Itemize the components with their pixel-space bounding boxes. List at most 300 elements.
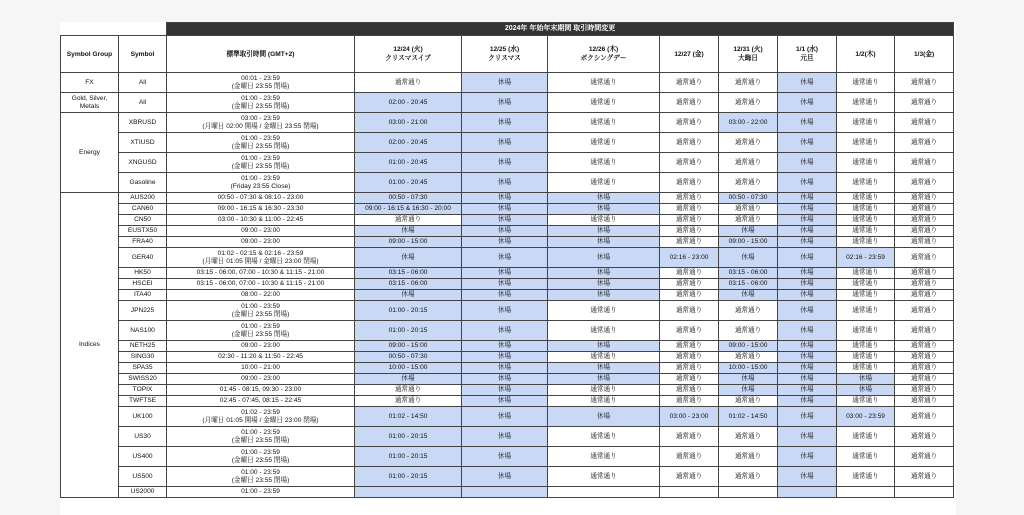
- day-hours-cell: 通常通り: [548, 133, 660, 153]
- day-hours-cell: 通常通り: [895, 363, 954, 374]
- day-hours-cell: 休場: [548, 226, 660, 237]
- day-hours-cell: [778, 487, 837, 498]
- day-hours-cell: 通常通り: [895, 73, 954, 93]
- standard-hours-cell: [167, 237, 355, 248]
- symbol-cell: FRA40: [119, 237, 167, 248]
- cell-text: 01:00 - 23:59: [241, 134, 280, 142]
- day-hours-cell: 通常通り: [719, 467, 778, 487]
- day-hours-cell: 通常通り: [837, 113, 895, 133]
- day-hours-cell: 通常通り: [719, 396, 778, 407]
- cell-text: 1/2(木): [855, 50, 876, 58]
- day-hours-cell: 09:00 - 16:15 & 16:30 - 20:00: [355, 204, 462, 215]
- day-hours-cell: 通常通り: [837, 363, 895, 374]
- cell-text: 03:00 - 10:30 & 11:00 - 22:45: [217, 216, 304, 224]
- day-hours-cell: 休場: [719, 374, 778, 385]
- symbol-cell: CN50: [119, 215, 167, 226]
- day-hours-cell: 休場: [462, 290, 548, 301]
- day-hours-cell: 休場: [778, 193, 837, 204]
- day-hours-cell: 通常通り: [660, 268, 719, 279]
- day-hours-cell: 通常通り: [895, 301, 954, 321]
- symbol-cell: NETH25: [119, 341, 167, 352]
- day-hours-cell: 休場: [778, 407, 837, 427]
- day-hours-cell: 休場: [462, 447, 548, 467]
- day-hours-cell: 通常通り: [660, 133, 719, 153]
- day-hours-cell: 休場: [355, 290, 462, 301]
- table-row: [61, 447, 954, 467]
- day-hours-cell: 通常通り: [895, 352, 954, 363]
- day-hours-cell: 10:00 - 15:00: [719, 363, 778, 374]
- day-hours-cell: 休場: [462, 204, 548, 215]
- day-hours-cell: 通常通り: [895, 93, 954, 113]
- cell-text: 大晦日: [738, 55, 758, 62]
- day-hours-cell: 通常通り: [895, 153, 954, 173]
- day-hours-cell: 休場: [548, 290, 660, 301]
- cell-text: (金曜日 23:55 閉場): [231, 436, 290, 444]
- day-hours-cell: 通常通り: [548, 93, 660, 113]
- cell-text: (金曜日 23:55 閉場): [231, 456, 290, 464]
- header-day: [660, 36, 719, 73]
- day-hours-cell: 休場: [462, 93, 548, 113]
- table-row: [61, 385, 954, 396]
- day-hours-cell: 通常通り: [355, 73, 462, 93]
- table-row: [61, 321, 954, 341]
- standard-hours-cell: [167, 113, 355, 133]
- day-hours-cell: 通常通り: [660, 385, 719, 396]
- day-hours-cell: 休場: [778, 279, 837, 290]
- standard-hours-cell: [167, 248, 355, 268]
- symbol-cell: TWFTSE: [119, 396, 167, 407]
- symbol-cell: Gasoline: [119, 173, 167, 193]
- day-hours-cell: 09:00 - 15:00: [719, 341, 778, 352]
- cell-text: 01:45 - 08:15, 09:30 - 23:00: [219, 386, 302, 394]
- header-day: [355, 36, 462, 73]
- day-hours-cell: 通常通り: [355, 396, 462, 407]
- symbol-cell: NAS100: [119, 321, 167, 341]
- day-hours-cell: 通常通り: [837, 215, 895, 226]
- day-hours-cell: 02:16 - 23:00: [660, 248, 719, 268]
- cell-text: (金曜日 23:55 閉場): [231, 330, 290, 338]
- standard-hours-cell: [167, 204, 355, 215]
- day-hours-cell: 休場: [462, 407, 548, 427]
- day-hours-cell: 02:00 - 20:45: [355, 133, 462, 153]
- day-hours-cell: 休場: [462, 467, 548, 487]
- day-hours-cell: 休場: [462, 193, 548, 204]
- day-hours-cell: 休場: [778, 204, 837, 215]
- day-hours-cell: 00:50 - 07:30: [719, 193, 778, 204]
- symbol-cell: ITA40: [119, 290, 167, 301]
- cell-text: 09:00 - 23:00: [241, 238, 280, 246]
- day-hours-cell: 通常通り: [837, 153, 895, 173]
- cell-text: (月曜日 01:05 開場 / 金曜日 23:00 閉場): [202, 257, 319, 265]
- cell-text: (金曜日 23:55 閉場): [231, 142, 290, 150]
- day-hours-cell: 休場: [778, 93, 837, 113]
- day-hours-cell: 通常通り: [660, 173, 719, 193]
- cell-text: (金曜日 23:55 閉場): [231, 310, 290, 318]
- table-row: [61, 341, 954, 352]
- day-hours-cell: 01:00 - 20:15: [355, 301, 462, 321]
- header-day: [837, 36, 895, 73]
- day-hours-cell: 通常通り: [895, 215, 954, 226]
- day-hours-cell: 休場: [837, 385, 895, 396]
- day-hours-cell: 通常通り: [660, 193, 719, 204]
- table-row: [61, 193, 954, 204]
- cell-text: 元旦: [800, 55, 814, 62]
- table-body: [61, 73, 954, 498]
- day-hours-cell: 休場: [462, 248, 548, 268]
- standard-hours-cell: [167, 407, 355, 427]
- symbol-cell: All: [119, 93, 167, 113]
- day-hours-cell: 休場: [778, 226, 837, 237]
- day-hours-cell: 通常通り: [719, 173, 778, 193]
- cell-text: クリスマスイブ: [385, 55, 431, 62]
- symbol-cell: US2000: [119, 487, 167, 498]
- day-hours-cell: 01:00 - 20:45: [355, 153, 462, 173]
- cell-text: 09:00 - 23:00: [241, 375, 280, 383]
- symbol-cell: AUS200: [119, 193, 167, 204]
- day-hours-cell: 09:00 - 15:00: [355, 237, 462, 248]
- day-hours-cell: 休場: [462, 133, 548, 153]
- day-hours-cell: 休場: [719, 226, 778, 237]
- table-row: [61, 248, 954, 268]
- day-hours-cell: 休場: [778, 301, 837, 321]
- standard-hours-cell: [167, 268, 355, 279]
- cell-text: 00:50 - 07:30 & 08:10 - 23:00: [217, 194, 304, 202]
- day-hours-cell: 通常通り: [837, 173, 895, 193]
- day-hours-cell: [355, 487, 462, 498]
- day-hours-cell: 休場: [778, 447, 837, 467]
- day-hours-cell: 通常通り: [660, 153, 719, 173]
- day-hours-cell: 通常通り: [660, 363, 719, 374]
- symbol-cell: SWISS20: [119, 374, 167, 385]
- day-hours-cell: 通常通り: [719, 73, 778, 93]
- cell-text: 02:45 - 07:45, 08:15 - 22:45: [219, 397, 302, 405]
- symbol-cell: XNGUSD: [119, 153, 167, 173]
- day-hours-cell: 休場: [462, 215, 548, 226]
- table-row: [61, 374, 954, 385]
- day-hours-cell: 休場: [778, 268, 837, 279]
- table-row: [61, 290, 954, 301]
- day-hours-cell: 休場: [778, 385, 837, 396]
- table-row: [61, 237, 954, 248]
- day-hours-cell: 通常通り: [895, 193, 954, 204]
- cell-text: 02:30 - 11:20 & 11:50 - 22:45: [218, 353, 303, 361]
- day-hours-cell: 休場: [548, 237, 660, 248]
- day-hours-cell: [548, 487, 660, 498]
- standard-hours-cell: [167, 352, 355, 363]
- symbol-cell: CAN60: [119, 204, 167, 215]
- table-row: [61, 173, 954, 193]
- day-hours-cell: 通常通り: [660, 237, 719, 248]
- day-hours-cell: 通常通り: [548, 352, 660, 363]
- day-hours-cell: 02:00 - 20:45: [355, 93, 462, 113]
- cell-text: 12/31 (火): [733, 46, 763, 53]
- cell-text: 09:00 - 23:00: [241, 227, 280, 235]
- cell-text: 12/24 (火): [393, 46, 423, 53]
- day-hours-cell: 通常通り: [837, 226, 895, 237]
- cell-text: 1/3(金): [913, 50, 935, 58]
- day-hours-cell: 休場: [462, 396, 548, 407]
- day-hours-cell: [462, 487, 548, 498]
- table-row: [61, 396, 954, 407]
- day-hours-cell: 通常通り: [895, 113, 954, 133]
- day-hours-cell: 休場: [548, 204, 660, 215]
- day-hours-cell: 休場: [355, 226, 462, 237]
- table-row: [61, 407, 954, 427]
- day-hours-cell: 休場: [462, 173, 548, 193]
- day-hours-cell: 03:00 - 22:00: [719, 113, 778, 133]
- cell-text: 09:00 - 23:00: [241, 342, 280, 350]
- day-hours-cell: 通常通り: [719, 153, 778, 173]
- cell-text: (金曜日 23:55 閉場): [231, 82, 290, 90]
- cell-text: 01:00 - 23:59: [241, 302, 280, 310]
- cell-text: (月曜日 02:00 開場 / 金曜日 23:55 閉場): [202, 122, 319, 130]
- cell-text: 01:00 - 23:59: [241, 154, 280, 162]
- day-hours-cell: 通常通り: [548, 173, 660, 193]
- table-row: [61, 133, 954, 153]
- day-hours-cell: 03:00 - 23:00: [660, 407, 719, 427]
- day-hours-cell: 通常通り: [719, 447, 778, 467]
- day-hours-cell: 01:00 - 20:15: [355, 467, 462, 487]
- symbol-group-cell: Energy: [61, 113, 119, 193]
- symbol-group-cell: Gold, Silver, Metals: [61, 93, 119, 113]
- day-hours-cell: 休場: [778, 173, 837, 193]
- day-hours-cell: 休場: [462, 352, 548, 363]
- cell-text: 10:00 - 21:00: [241, 364, 280, 372]
- cell-text: 01:00 - 23:59: [241, 94, 280, 102]
- day-hours-cell: 通常通り: [895, 237, 954, 248]
- cell-text: 12/26 (木): [588, 46, 619, 53]
- day-hours-cell: 通常通り: [837, 237, 895, 248]
- day-hours-cell: 03:15 - 06:00: [719, 279, 778, 290]
- table-row: [61, 73, 954, 93]
- day-hours-cell: [895, 487, 954, 498]
- day-hours-cell: 休場: [462, 73, 548, 93]
- day-hours-cell: 通常通り: [660, 215, 719, 226]
- standard-hours-cell: [167, 341, 355, 352]
- day-hours-cell: 通常通り: [895, 385, 954, 396]
- standard-hours-cell: [167, 427, 355, 447]
- symbol-cell: SING30: [119, 352, 167, 363]
- day-hours-cell: 通常通り: [548, 467, 660, 487]
- day-hours-cell: 休場: [548, 279, 660, 290]
- standard-hours-cell: [167, 385, 355, 396]
- header-day: [719, 36, 778, 73]
- standard-hours-cell: [167, 374, 355, 385]
- day-hours-cell: 通常通り: [719, 215, 778, 226]
- symbol-cell: US400: [119, 447, 167, 467]
- day-hours-cell: 休場: [355, 248, 462, 268]
- day-hours-cell: 01:02 - 14:50: [719, 407, 778, 427]
- day-hours-cell: 通常通り: [895, 290, 954, 301]
- day-hours-cell: 休場: [778, 113, 837, 133]
- symbol-cell: SPA35: [119, 363, 167, 374]
- day-hours-cell: 00:50 - 07:30: [355, 352, 462, 363]
- table-row: [61, 204, 954, 215]
- cell-text: 01:00 - 23:59: [241, 448, 280, 456]
- standard-hours-cell: [167, 133, 355, 153]
- day-hours-cell: 通常通り: [837, 467, 895, 487]
- day-hours-cell: 通常通り: [548, 153, 660, 173]
- day-hours-cell: 休場: [778, 467, 837, 487]
- day-hours-cell: 休場: [548, 374, 660, 385]
- day-hours-cell: 休場: [778, 248, 837, 268]
- day-hours-cell: 通常通り: [548, 385, 660, 396]
- cell-text: 01:00 - 23:59: [241, 322, 280, 330]
- day-hours-cell: 休場: [548, 268, 660, 279]
- day-hours-cell: 通常通り: [660, 204, 719, 215]
- day-hours-cell: 通常通り: [719, 427, 778, 447]
- day-hours-cell: 休場: [462, 341, 548, 352]
- cell-text: (金曜日 23:55 閉場): [231, 102, 290, 110]
- day-hours-cell: 09:00 - 15:00: [719, 237, 778, 248]
- day-hours-cell: 通常通り: [548, 113, 660, 133]
- day-hours-cell: 通常通り: [660, 73, 719, 93]
- day-hours-cell: 通常通り: [548, 396, 660, 407]
- day-hours-cell: 通常通り: [837, 341, 895, 352]
- day-hours-cell: 休場: [462, 385, 548, 396]
- day-hours-cell: 通常通り: [355, 215, 462, 226]
- table-row: [61, 268, 954, 279]
- day-hours-cell: 通常通り: [660, 467, 719, 487]
- day-hours-cell: 通常通り: [837, 447, 895, 467]
- standard-hours-cell: [167, 301, 355, 321]
- day-hours-cell: 休場: [837, 374, 895, 385]
- day-hours-cell: 休場: [548, 341, 660, 352]
- day-hours-cell: 通常通り: [660, 290, 719, 301]
- cell-text: 01:00 - 23:59: [241, 174, 280, 182]
- day-hours-cell: 00:50 - 07:30: [355, 193, 462, 204]
- standard-hours-cell: [167, 487, 355, 498]
- cell-text: 1/1 (水): [796, 46, 818, 53]
- cell-text: (月曜日 01:05 開場 / 金曜日 23:00 閉場): [202, 416, 319, 424]
- day-hours-cell: 通常通り: [548, 73, 660, 93]
- cell-text: 01:00 - 23:59: [241, 468, 280, 476]
- day-hours-cell: 通常通り: [719, 301, 778, 321]
- day-hours-cell: 通常通り: [895, 341, 954, 352]
- cell-text: 08:00 - 22:00: [241, 291, 280, 299]
- symbol-group-cell: FX: [61, 73, 119, 93]
- day-hours-cell: 休場: [462, 226, 548, 237]
- standard-hours-cell: [167, 321, 355, 341]
- day-hours-cell: 01:00 - 20:15: [355, 447, 462, 467]
- day-hours-cell: 通常通り: [895, 279, 954, 290]
- table-row: [61, 467, 954, 487]
- symbol-cell: EUSTX50: [119, 226, 167, 237]
- symbol-cell: HK50: [119, 268, 167, 279]
- standard-hours-cell: [167, 93, 355, 113]
- cell-text: クリスマス: [488, 55, 521, 62]
- header-symbol: Symbol: [119, 36, 167, 73]
- standard-hours-cell: [167, 279, 355, 290]
- header-day: [895, 36, 954, 73]
- cell-text: 03:15 - 06:00, 07:00 - 10:30 & 11:15 - 21:00: [196, 269, 325, 277]
- table-title: 2024年 年始年末期間 取引時間変更: [167, 23, 954, 36]
- day-hours-cell: 03:15 - 06:00: [355, 268, 462, 279]
- symbol-cell: JPN225: [119, 301, 167, 321]
- table-row: [61, 301, 954, 321]
- day-hours-cell: 休場: [778, 290, 837, 301]
- symbol-cell: US500: [119, 467, 167, 487]
- day-hours-cell: 通常通り: [837, 268, 895, 279]
- day-hours-cell: 通常通り: [837, 427, 895, 447]
- symbol-cell: HSCEI: [119, 279, 167, 290]
- table-row: [61, 352, 954, 363]
- day-hours-cell: 休場: [462, 268, 548, 279]
- standard-hours-cell: [167, 73, 355, 93]
- day-hours-cell: 通常通り: [895, 374, 954, 385]
- cell-text: 09:00 - 16:15 & 16:30 - 23:30: [217, 205, 304, 213]
- day-hours-cell: 03:00 - 23:59: [837, 407, 895, 427]
- cell-text: 12/27 (金): [674, 50, 704, 58]
- day-hours-cell: 通常通り: [837, 321, 895, 341]
- day-hours-cell: 休場: [462, 153, 548, 173]
- day-hours-cell: 休場: [778, 396, 837, 407]
- day-hours-cell: 03:15 - 06:00: [719, 268, 778, 279]
- symbol-group-cell: Indices: [61, 193, 119, 498]
- day-hours-cell: 通常通り: [895, 427, 954, 447]
- table-row: [61, 153, 954, 173]
- day-hours-cell: 通常通り: [660, 301, 719, 321]
- day-hours-cell: 通常通り: [895, 321, 954, 341]
- standard-hours-cell: [167, 173, 355, 193]
- day-hours-cell: 休場: [719, 248, 778, 268]
- day-hours-cell: 通常通り: [548, 447, 660, 467]
- table-row: [61, 279, 954, 290]
- cell-text: 01:02 - 23:59: [241, 408, 280, 416]
- day-hours-cell: 休場: [462, 427, 548, 447]
- standard-hours-cell: [167, 193, 355, 204]
- day-hours-cell: 休場: [778, 133, 837, 153]
- cell-text: 01:02 - 02:15 & 02:16 - 23:59: [217, 249, 304, 257]
- table-row: [61, 215, 954, 226]
- day-hours-cell: 03:15 - 06:00: [355, 279, 462, 290]
- header-symbol-group: Symbol Group: [61, 36, 119, 73]
- day-hours-cell: 通常通り: [895, 407, 954, 427]
- day-hours-cell: 休場: [548, 363, 660, 374]
- standard-hours-cell: [167, 363, 355, 374]
- table-row: [61, 363, 954, 374]
- symbol-cell: US30: [119, 427, 167, 447]
- day-hours-cell: 通常通り: [895, 248, 954, 268]
- day-hours-cell: 通常通り: [837, 193, 895, 204]
- day-hours-cell: 休場: [548, 248, 660, 268]
- day-hours-cell: 休場: [778, 352, 837, 363]
- symbol-cell: XBRUSD: [119, 113, 167, 133]
- day-hours-cell: 通常通り: [895, 467, 954, 487]
- header-day: [548, 36, 660, 73]
- standard-hours-cell: [167, 467, 355, 487]
- day-hours-cell: 休場: [719, 385, 778, 396]
- table-row: [61, 226, 954, 237]
- day-hours-cell: 09:00 - 15:00: [355, 341, 462, 352]
- day-hours-cell: 通常通り: [660, 113, 719, 133]
- day-hours-cell: 通常通り: [719, 133, 778, 153]
- day-hours-cell: 通常通り: [548, 301, 660, 321]
- day-hours-cell: 通常通り: [660, 352, 719, 363]
- day-hours-cell: 通常通り: [719, 352, 778, 363]
- day-hours-cell: 02:16 - 23:59: [837, 248, 895, 268]
- cell-text: ボクシングデー: [580, 55, 627, 62]
- day-hours-cell: 01:02 - 14:50: [355, 407, 462, 427]
- standard-hours-cell: [167, 153, 355, 173]
- symbol-cell: UK100: [119, 407, 167, 427]
- trading-hours-table: [60, 22, 954, 498]
- day-hours-cell: 休場: [462, 363, 548, 374]
- table-row: [61, 93, 954, 113]
- day-hours-cell: 通常通り: [895, 133, 954, 153]
- day-hours-cell: 01:00 - 20:45: [355, 173, 462, 193]
- symbol-cell: XTIUSD: [119, 133, 167, 153]
